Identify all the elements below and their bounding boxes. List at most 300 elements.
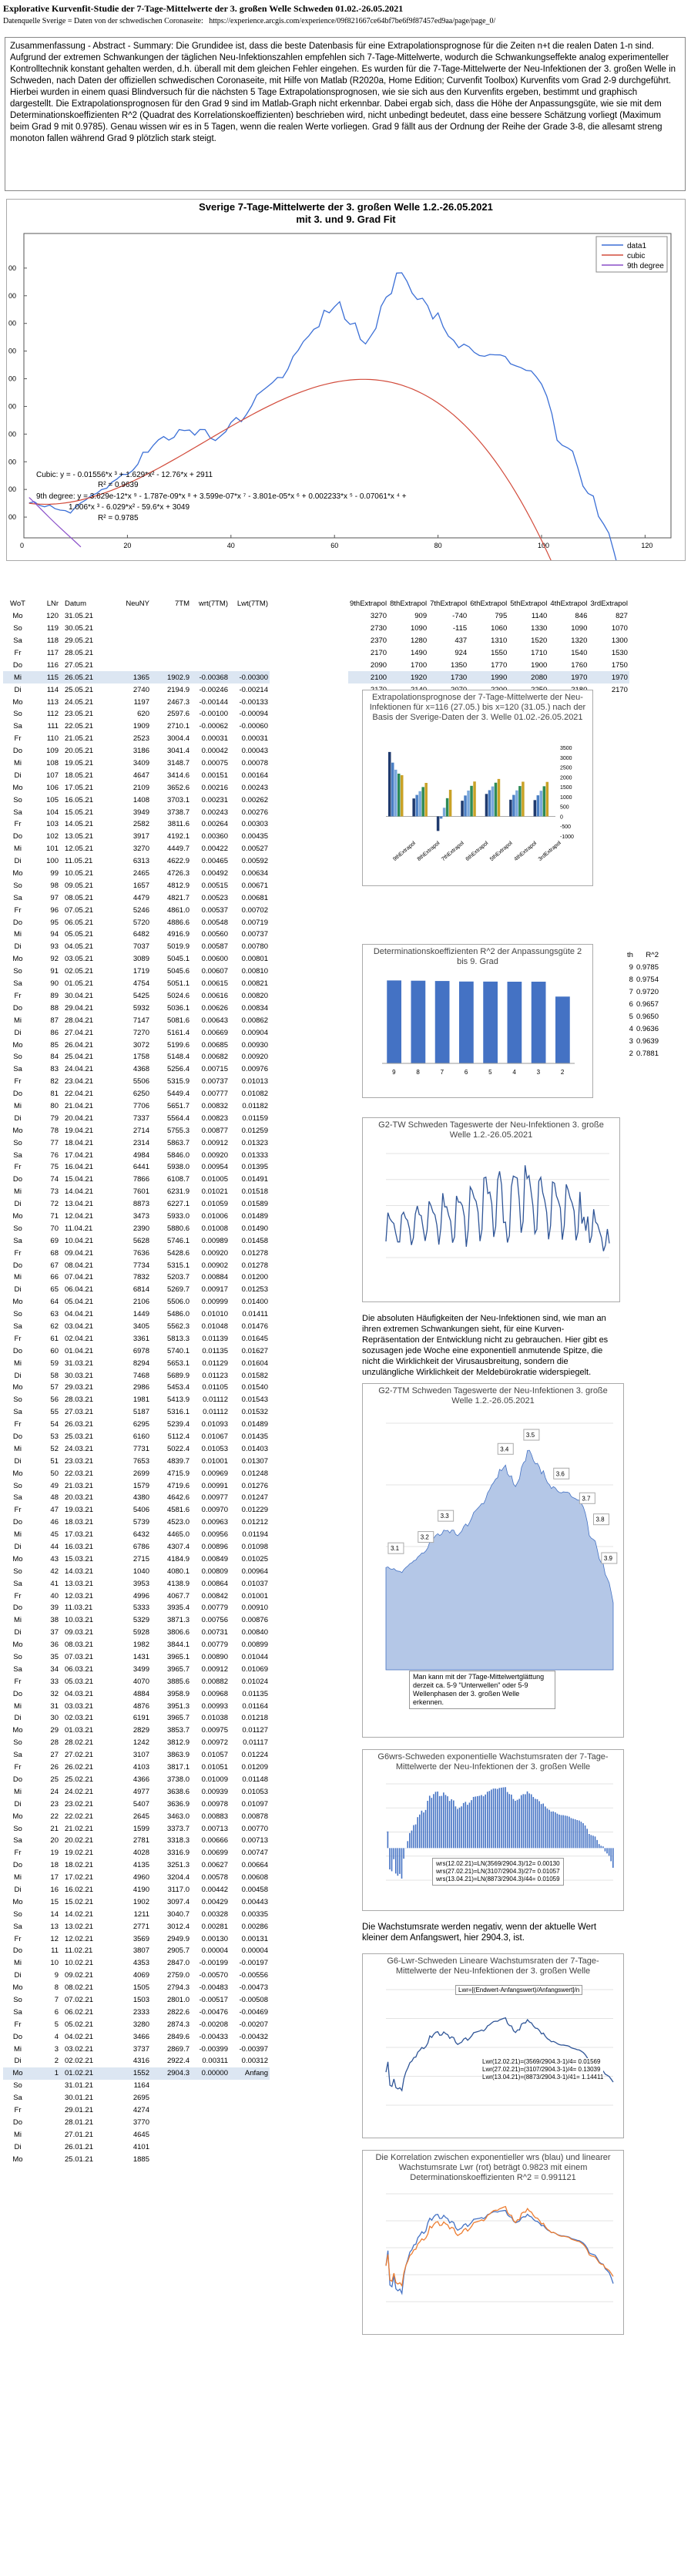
- wave-label: 3.2: [420, 1533, 429, 1541]
- cell-wr: 0.01105: [202, 1383, 228, 1392]
- cell-wr: 0.00823: [201, 1113, 228, 1123]
- cell-dt: 05.04.21: [65, 1298, 93, 1307]
- extrapol-row: [348, 647, 629, 660]
- cell-ln: 99: [50, 869, 59, 878]
- cell-neu: 7731: [132, 1444, 149, 1453]
- cell-wd: So: [13, 1653, 22, 1662]
- cell-neu: 5506: [132, 1077, 149, 1086]
- cell-wd: Sa: [13, 2007, 22, 2017]
- cell-dt: 15.04.21: [65, 1175, 93, 1184]
- cell-tm: 2849.6: [166, 2032, 190, 2041]
- cell-lw: 0.01435: [241, 1432, 268, 1441]
- cell-tm: 2467.3: [166, 697, 190, 707]
- cell-wr: 0.01048: [201, 1322, 228, 1331]
- cell-lw: 0.01200: [241, 1273, 268, 1282]
- tw-chart-title: G2-TW Schweden Tageswerte der Neu-Infektionen 3. große Welle 1.2.-26.05.2021: [378, 1120, 604, 1140]
- cell-lw: 0.01001: [241, 1591, 268, 1600]
- wrs-svg-bar: [586, 1829, 588, 1848]
- cell-dt: 08.03.21: [65, 1641, 93, 1650]
- cell-neu: 4135: [132, 1861, 149, 1870]
- cell-ln: 69: [50, 1236, 59, 1245]
- cell-lw: 0.00719: [241, 918, 268, 927]
- cell-lw: 0.00801: [241, 955, 268, 964]
- cell-wr: 0.01010: [201, 1310, 228, 1319]
- cell-wr: -0.00208: [199, 2020, 228, 2029]
- cell-ln: 34: [50, 1664, 59, 1674]
- main-chart-svg: [7, 229, 685, 560]
- cell-wd: Di: [14, 2057, 22, 2066]
- main-ytick-label: 00: [8, 291, 17, 300]
- cell-tm: 2904.3: [151, 2067, 191, 2080]
- cell-wr: 0.00917: [201, 1285, 228, 1295]
- cell-lw: 0.01259: [241, 1126, 268, 1135]
- table-row: [3, 990, 270, 1003]
- cell-wd: Mo: [12, 1897, 23, 1906]
- cell-lw: 0.00780: [241, 942, 268, 952]
- extrapol-ytick: 2000: [560, 775, 572, 781]
- cell-lw: 0.00840: [241, 1628, 268, 1637]
- wrs-svg-bar: [461, 1806, 462, 1848]
- cell-neu: 3569: [132, 1934, 149, 1943]
- cell-wr: 0.00578: [201, 1873, 228, 1882]
- wrs-svg-bar: [507, 1792, 508, 1849]
- cell-wd: So: [13, 710, 22, 719]
- wrs-svg-bar: [535, 1798, 536, 1848]
- extrapol-cell: 1760: [571, 660, 588, 670]
- cell-wr: [191, 2116, 230, 2128]
- cell-wr: 0.00975: [201, 1726, 228, 1735]
- cell-wd: Do: [12, 1175, 23, 1184]
- extrapol-cell: 9thExtrapol: [350, 599, 387, 609]
- cell-ln: 6: [54, 2007, 59, 2017]
- cell-lw: 0.01164: [242, 1701, 268, 1711]
- extrapol-cat-label: 6thExtrapol: [465, 840, 490, 863]
- extrapol-cell: 1540: [571, 649, 588, 657]
- cell-tm: 4465.0: [166, 1530, 190, 1540]
- main-legend: [596, 237, 667, 272]
- cell-lw: 0.01403: [241, 1444, 268, 1453]
- cell-dt: 22.03.21: [65, 1469, 93, 1478]
- cell-wd: Fr: [14, 1248, 22, 1258]
- cell-tm: 4184.9: [166, 1554, 190, 1563]
- cell-wd: Fr: [14, 649, 22, 657]
- wrs-svg-bar: [532, 1797, 534, 1848]
- cell-dt: 31.03.21: [65, 1359, 93, 1368]
- cell-wr: 0.01093: [201, 1420, 228, 1429]
- cell-neu: 5739: [132, 1518, 149, 1527]
- wrs-svg-bar: [525, 1794, 526, 1848]
- cell-lw: [230, 610, 270, 623]
- cell-wr: 0.00666: [201, 1836, 228, 1846]
- cell-tm: 3041.4: [166, 747, 190, 756]
- cell-neu: 5407: [132, 1799, 149, 1809]
- cell-wr: 0.00999: [201, 1298, 228, 1307]
- extrapol-cell: 1320: [571, 636, 588, 646]
- cell-ln: 71: [50, 1211, 59, 1221]
- wrs-svg-bar: [477, 1796, 478, 1848]
- cell-lw: 0.01037: [241, 1579, 268, 1588]
- cell-neu: 6313: [132, 857, 149, 866]
- cell-ln: 36: [50, 1641, 59, 1650]
- cell-neu: 4366: [132, 1775, 149, 1784]
- cell-wd: Do: [12, 918, 23, 927]
- cell-ln: 118: [46, 636, 59, 646]
- cell-tm: 5740.1: [166, 1346, 190, 1355]
- cell-neu: 4353: [132, 1959, 149, 1968]
- cell-wr: 0.00515: [201, 881, 228, 890]
- cell-wd: Mo: [12, 1812, 23, 1821]
- cell-ln: 111: [47, 722, 59, 731]
- cell-wr: 0.00627: [201, 1861, 228, 1870]
- cell-ln: 75: [50, 1163, 59, 1172]
- cell-neu: 5333: [132, 1604, 149, 1613]
- cell-dt: 20.03.21: [65, 1493, 93, 1503]
- cell-dt: 16.02.21: [65, 1885, 93, 1894]
- cell-dt: 07.02.21: [65, 1995, 93, 2004]
- cell-ln: 57: [50, 1383, 59, 1392]
- table-row: [3, 794, 270, 806]
- cell-ln: 30: [50, 1714, 59, 1723]
- cell-dt: 10.03.21: [65, 1616, 93, 1625]
- wrs-line-1: wrs(12.02.21)=LN(3569/2904.3)/12= 0.00130: [436, 1860, 560, 1867]
- cell-ln: 108: [46, 759, 59, 768]
- cell-lw: 0.00770: [241, 1824, 268, 1833]
- cell-wd: Fr: [14, 2105, 22, 2114]
- extrapol-cell: 909: [414, 612, 428, 621]
- cell-tm: 2874.3: [166, 2020, 190, 2029]
- cell-dt: 30.05.21: [65, 624, 93, 633]
- cell-wd: Do: [12, 1090, 23, 1099]
- cell-wd: So: [13, 624, 22, 633]
- extrapol-cell: 2370: [370, 636, 387, 646]
- cell-neu: 4977: [132, 1787, 149, 1796]
- cell-ln: 102: [46, 832, 59, 841]
- table-row: [3, 978, 270, 990]
- cell-wr: 0.00877: [201, 1126, 228, 1135]
- cell-tm: 3251.3: [166, 1861, 190, 1870]
- cell-ln: 110: [46, 734, 59, 744]
- cell-tm: [151, 2092, 191, 2104]
- cell-dt: 04.04.21: [65, 1310, 93, 1319]
- table-row: [3, 1149, 270, 1161]
- extrapol-bar: [509, 800, 512, 817]
- legend-ninth: 9th degree: [627, 262, 664, 270]
- table-row: [3, 1859, 270, 1872]
- cell-dt: 27.02.21: [65, 1751, 93, 1760]
- r2-row: [626, 999, 660, 1011]
- cell-tm: 3097.4: [166, 1897, 190, 1906]
- cell-neu: NeuNY: [126, 599, 149, 609]
- table-row: [3, 1920, 270, 1933]
- cell-wd: Sa: [13, 1065, 22, 1074]
- cell-wd: Di: [14, 1200, 22, 1209]
- table-row: [3, 1161, 270, 1174]
- wrs-svg-bar: [459, 1808, 461, 1849]
- cell-ln: 42: [50, 1567, 59, 1576]
- cell-wd: So: [13, 795, 22, 804]
- cell-neu: 3949: [132, 808, 149, 817]
- cell-dt: 28.02.21: [65, 1738, 93, 1748]
- cell-neu: 2645: [132, 1812, 149, 1821]
- extrapol-cell: 827: [616, 612, 628, 621]
- cell-wr: [191, 659, 230, 671]
- cell-dt: 07.05.21: [65, 905, 93, 915]
- cell-neu: 1758: [132, 1053, 149, 1062]
- cell-ln: 29: [50, 1726, 59, 1735]
- cell-neu: 3089: [132, 955, 149, 964]
- cell-wd: Fr: [14, 1763, 22, 1772]
- source-line: [3, 17, 495, 25]
- r2-cell: th: [627, 951, 633, 960]
- wrs-svg-bar: [449, 1801, 451, 1848]
- cell-wd: Fr: [14, 1934, 22, 1943]
- wave-label: 3.1: [390, 1545, 400, 1553]
- cell-tm: 3012.4: [166, 1922, 190, 1931]
- cell-ln: 35: [50, 1653, 59, 1662]
- cell-lw: 0.01117: [243, 1738, 268, 1748]
- cell-wd: Di: [14, 1113, 22, 1123]
- cell-wd: So: [13, 1395, 22, 1405]
- wave-label: 3.3: [440, 1513, 449, 1520]
- table-row: [3, 1479, 270, 1492]
- source-url[interactable]: https://experience.arcgis.com/experience/09f821667ce64bf7be6f9f87457ed9aa/page/page_0/: [209, 17, 496, 25]
- cell-dt: 13.02.21: [65, 1922, 93, 1931]
- cell-tm: [151, 2141, 191, 2153]
- cell-lw: [230, 2080, 270, 2092]
- cell-wd: Mi: [13, 1787, 22, 1796]
- cell-neu: 2314: [132, 1138, 149, 1147]
- cell-ln: [32, 2092, 60, 2104]
- cell-neu: [105, 659, 151, 671]
- corr-svg-line: [386, 2211, 613, 2294]
- table-row: [3, 818, 270, 831]
- cell-dt: 22.02.21: [65, 1812, 93, 1821]
- cell-ln: 9: [54, 1971, 59, 1980]
- wrs-svg-bar: [566, 1816, 568, 1849]
- extrapol-table: [348, 598, 629, 696]
- cell-dt: 03.02.21: [65, 2044, 93, 2054]
- cell-dt: 11.03.21: [65, 1604, 93, 1613]
- extrapol-bar: [394, 770, 397, 817]
- cell-tm: 3965.7: [166, 1664, 190, 1674]
- cell-dt: 10.05.21: [65, 869, 93, 878]
- cell-lw: 0.01248: [241, 1469, 268, 1478]
- cell-lw: 0.01229: [241, 1506, 268, 1515]
- cell-wd: Mi: [13, 1701, 22, 1711]
- corr-svg: [363, 2188, 623, 2334]
- cell-wd: So: [13, 1909, 22, 1919]
- cell-dt: 02.03.21: [65, 1714, 93, 1723]
- cell-tm: 4726.3: [166, 869, 190, 878]
- cell-neu: 7037: [132, 942, 149, 952]
- extrapol-cell: 1490: [410, 649, 428, 657]
- wrs-svg-bar: [531, 1795, 532, 1849]
- main-xtick-label: 40: [226, 542, 235, 549]
- cell-wd: Sa: [13, 893, 22, 902]
- main-ytick-label: 00: [8, 347, 17, 355]
- wrs-svg-bar: [501, 1788, 502, 1848]
- cell-dt: 18.03.21: [65, 1518, 93, 1527]
- cell-tm: 5148.4: [166, 1053, 190, 1062]
- cell-wr: 0.00281: [201, 1922, 228, 1931]
- extrapol-bar: [467, 791, 470, 816]
- cell-wr: -0.00433: [199, 2032, 228, 2041]
- table-row: [3, 806, 270, 818]
- cell-wd: Sa: [13, 1751, 22, 1760]
- cell-lw: 0.01395: [241, 1163, 268, 1172]
- extrapol-cat-label: 3rdExtrapol: [537, 840, 562, 863]
- extrapol-cell: -115: [452, 624, 468, 633]
- cell-ln: 83: [50, 1065, 59, 1074]
- cell-neu: 1579: [132, 1481, 149, 1490]
- cell-tm: 5938.0: [166, 1163, 190, 1172]
- cell-dt: 27.04.21: [65, 1028, 93, 1037]
- cell-neu: 7866: [132, 1175, 149, 1184]
- wrs-svg-bar: [403, 1848, 404, 1859]
- cell-neu: 3917: [132, 832, 149, 841]
- cell-tm: [151, 623, 191, 635]
- cell-dt: 19.02.21: [65, 1849, 93, 1858]
- cell-wd: Mo: [12, 783, 23, 792]
- cell-wd: Mi: [13, 759, 22, 768]
- cell-wd: WoT: [10, 599, 25, 609]
- cell-neu: [105, 635, 151, 647]
- table-row: [3, 1467, 270, 1479]
- cell-wd: Sa: [13, 1408, 22, 1417]
- cell-neu: [105, 647, 151, 660]
- r2-cat-label: 9: [392, 1069, 396, 1076]
- cell-wd: Sa: [13, 1836, 22, 1846]
- cell-neu: 2695: [132, 2094, 149, 2103]
- cell-wr: [191, 610, 230, 623]
- cell-wd: Di: [14, 1543, 22, 1552]
- extrapol-cell: 4thExtrapol: [550, 599, 588, 609]
- cell-neu: 7832: [132, 1273, 149, 1282]
- table-row: [3, 1431, 270, 1443]
- cell-dt: 21.05.21: [65, 734, 93, 744]
- cell-wr: 0.00360: [201, 832, 228, 841]
- page-title: Explorative Kurvenfit-Studie der 7-Tage-Mittelwerte der 3. großen Welle Schweden 01.02.-26.05.2021: [3, 3, 404, 14]
- cell-lw: 0.01323: [241, 1138, 268, 1147]
- cell-neu: 6432: [132, 1530, 149, 1540]
- cell-neu: 6191: [132, 1714, 149, 1723]
- cell-lw: 0.00976: [241, 1065, 268, 1074]
- cell-wd: So: [13, 1224, 22, 1233]
- r2-cat-label: 2: [560, 1069, 565, 1076]
- cell-lw: -0.00133: [239, 697, 268, 707]
- cell-lw: 0.01148: [242, 1775, 268, 1784]
- extrapol-cell: 1090: [410, 624, 428, 633]
- wrs-svg-bar: [475, 1796, 476, 1848]
- wrs-svg-bar: [528, 1793, 530, 1848]
- cell-tm: 4449.7: [166, 845, 190, 854]
- table-row: [3, 1712, 270, 1725]
- cell-tm: 4719.6: [166, 1481, 190, 1490]
- table-row: [3, 1970, 270, 1982]
- extrapol-ytick: 1000: [560, 794, 572, 801]
- cell-wr: 0.00809: [201, 1567, 228, 1576]
- wrs-svg-bar: [485, 1795, 486, 1849]
- r2-bar: [459, 982, 474, 1063]
- cell-ln: 88: [50, 1003, 59, 1013]
- cell-dt: 11.02.21: [65, 1946, 93, 1956]
- cell-wd: Sa: [13, 979, 22, 989]
- cell-wr: 0.00560: [201, 930, 228, 939]
- cell-ln: 61: [50, 1334, 59, 1343]
- cell-neu: 7734: [132, 1261, 149, 1270]
- cell-wr: 0.00939: [201, 1787, 228, 1796]
- cell-ln: 107: [46, 771, 59, 780]
- cell-wr: 0.01021: [201, 1187, 228, 1197]
- cell-neu: 6786: [132, 1543, 149, 1552]
- table-row: [3, 1822, 270, 1835]
- cell-neu: 7337: [132, 1113, 149, 1123]
- cell-dt: 17.05.21: [65, 783, 93, 792]
- main-xtick-label: 80: [434, 542, 442, 549]
- cell-wd: Mi: [3, 671, 32, 683]
- extrapol-cell: 846: [575, 612, 588, 621]
- cell-tm: 5112.4: [167, 1432, 190, 1441]
- cell-tm: 4812.9: [166, 881, 190, 890]
- table-row: [3, 1419, 270, 1431]
- cell-dt: 16.05.21: [65, 795, 93, 804]
- cell-neu: 5187: [132, 1408, 149, 1417]
- table-row: [3, 2067, 270, 2080]
- cell-wd: Fr: [14, 1677, 22, 1686]
- cell-lw: 0.01400: [241, 1298, 268, 1307]
- cell-lw: 0.01627: [241, 1346, 268, 1355]
- table-row: [3, 1908, 270, 1920]
- wrs-svg-bar: [552, 1812, 554, 1849]
- cell-ln: [32, 2104, 60, 2117]
- table-row: [3, 1896, 270, 1908]
- cell-tm: 3414.6: [166, 771, 190, 780]
- cell-lw: -0.00556: [239, 1971, 268, 1980]
- cell-tm: [151, 2153, 191, 2165]
- note-negative: Die Wachstumsrate werden negativ, wenn der aktuelle Wert kleiner dem Anfangswert, hier 2904.3, ist.: [362, 1923, 597, 1943]
- note-absolute: Die absoluten Häufigkeiten der Neu-Infektionen sind, wie man an ihren extremen Schwankungen sieht, für eine Kurven-Repräsentation der Entwicklung nicht zu gebrauchen. Hier gibt es sozusagen jede Woche eine exponentiell anmutende Spitze, die nicht die Wirklichkeit der Virusausbreitung, sondern die unzulängliche Wirklichkeit der Meldebürokratie widerspiegelt.: [362, 1314, 609, 1377]
- cell-tm: 5019.9: [166, 942, 190, 952]
- r2-cell: 0.9636: [636, 1024, 659, 1033]
- cell-neu: 4070: [132, 1677, 149, 1686]
- cell-lw: 0.01127: [242, 1726, 268, 1735]
- cell-dt: 20.05.21: [65, 747, 93, 756]
- cell-ln: 13: [50, 1922, 59, 1931]
- cell-wd: Mo: [12, 1469, 23, 1478]
- r2-cat-label: 8: [416, 1069, 420, 1076]
- cell-lw: 0.00810: [241, 967, 268, 976]
- cell-wd: Fr: [14, 1163, 22, 1172]
- cell-wr: 0.00756: [201, 1616, 228, 1625]
- cell-ln: 113: [46, 697, 59, 707]
- main-xtick-label: 120: [641, 542, 653, 549]
- wrs-svg-bar: [606, 1848, 608, 1853]
- cell-tm: 2922.4: [166, 2057, 190, 2066]
- cell-wr: 0.01139: [202, 1334, 228, 1343]
- main-xtick-label: 20: [123, 542, 132, 549]
- cell-wr: 0.00890: [201, 1653, 228, 1662]
- table-row: [3, 1308, 270, 1321]
- cell-wr: 0.00912: [201, 1664, 228, 1674]
- cell-neu: 4069: [132, 1971, 149, 1980]
- cell-ln: 40: [50, 1591, 59, 1600]
- cell-dt: 08.02.21: [65, 1983, 93, 1993]
- cell-ln: 52: [50, 1444, 59, 1453]
- wave-label: 3.6: [555, 1470, 565, 1478]
- cell-neu: 6250: [132, 1090, 149, 1099]
- cell-lw: 0.00335: [241, 1909, 268, 1919]
- cell-tm: 5315.1: [166, 1261, 190, 1270]
